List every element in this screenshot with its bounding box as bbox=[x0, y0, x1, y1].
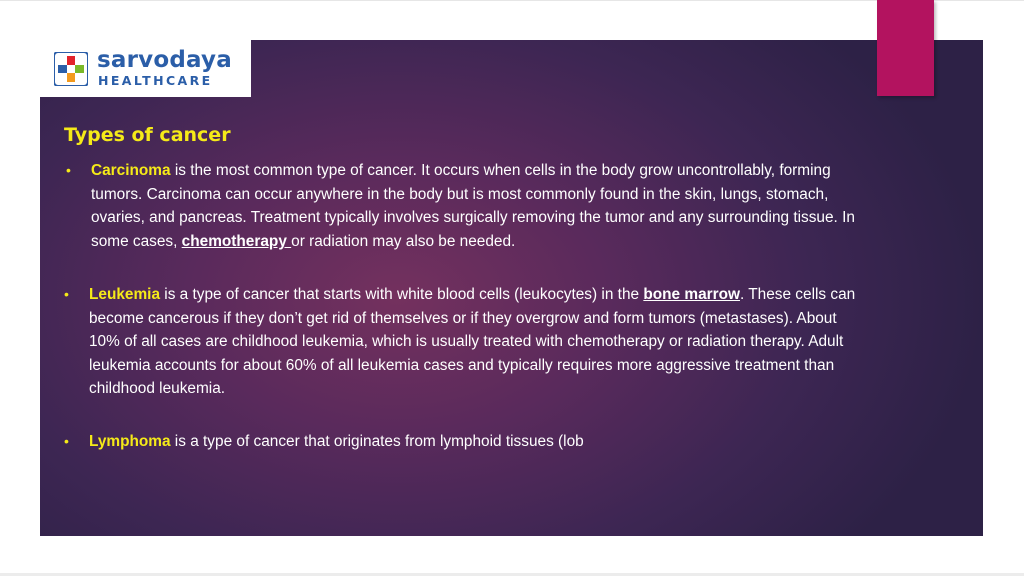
logo-brand-name: sarvodaya bbox=[97, 47, 232, 73]
keyword-lymphoma: Lymphoma bbox=[89, 433, 171, 450]
bullet-lymphoma bbox=[64, 430, 869, 454]
link-chemotherapy[interactable]: chemotherapy bbox=[181, 232, 292, 250]
accent-bar bbox=[877, 0, 934, 96]
keyword-carcinoma: Carcinoma bbox=[91, 162, 171, 179]
bullet-dot-icon: • bbox=[64, 433, 69, 449]
slide-title: Types of cancer bbox=[64, 124, 231, 146]
bullet-text: is a type of cancer that starts with white blood cells (leukocytes) in the bbox=[160, 286, 644, 303]
top-rule bbox=[0, 0, 1024, 1]
link-bone-marrow[interactable]: bone marrow bbox=[643, 286, 740, 303]
bullet-carcinoma bbox=[66, 159, 871, 253]
keyword-leukemia: Leukemia bbox=[89, 286, 161, 303]
bullet-leukemia bbox=[64, 283, 869, 401]
bullet-text: is a type of cancer that originates from lymphoid tissues (lob bbox=[170, 433, 584, 450]
bullet-text: . These cells can become cancerous if they don’t get rid of themselves or if they overgrow and form tumors (metastases). About 10% of all cases are childhood leukemia, which is usually treated with chemotherapy or radiation therapy. Adult leukemia accounts for about 60% of all leukemia cases and typically requires more aggressive treatment than childhood leukemia. bbox=[89, 286, 856, 398]
bullet-dot-icon: • bbox=[64, 286, 69, 302]
bullet-dot-icon: • bbox=[66, 162, 71, 178]
logo bbox=[40, 40, 251, 97]
bullet-text: or radiation may also be needed. bbox=[291, 232, 516, 250]
logo-subtitle: HEALTHCARE bbox=[98, 73, 213, 88]
medical-cross-logo-icon bbox=[54, 52, 88, 86]
bullet-text: is the most common type of cancer. It occurs when cells in the body grow uncontrollably, forming tumors. Carcinoma can occur anywhere in the body but is most commonly found in the skin, lungs, stomach, ovaries, and pancreas. Treatment typically involves surgically removing the tumor and any surrounding tissue. In some cases, bbox=[91, 162, 855, 250]
